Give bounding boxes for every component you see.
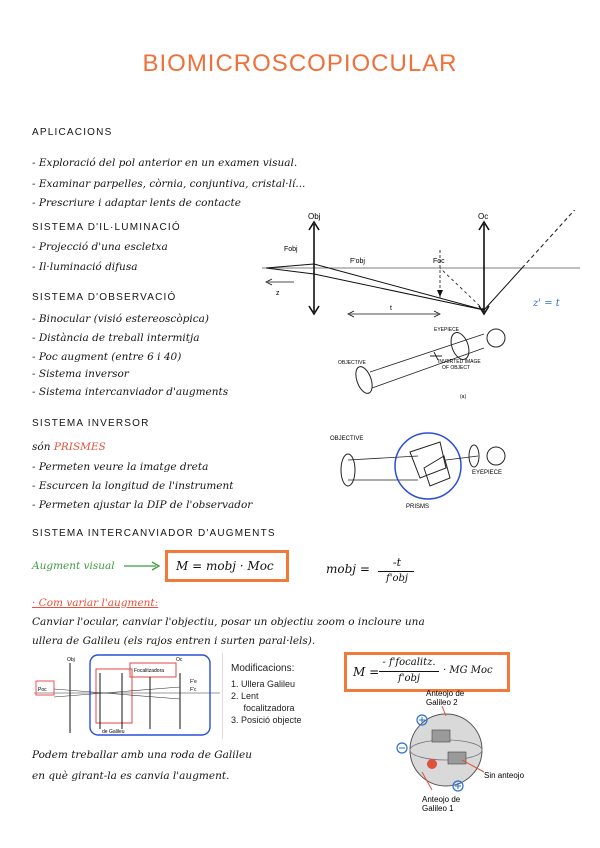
galileo-rhs: · MG Moc [443, 665, 493, 676]
eye-icon [487, 447, 505, 465]
ray [266, 264, 314, 268]
inversor-item: - Permeten ajustar la DIP de l'observador [32, 499, 253, 511]
page-title: BIOMICROSCOPIOCULAR [142, 50, 458, 77]
label-objective: OBJECTIVE [330, 436, 364, 442]
observacio-item: - Distància de treball intermitja [32, 332, 200, 344]
modif-item: 3. Posició objecte [231, 715, 302, 725]
inversor-item: - Permeten veure la imatge dreta [32, 461, 209, 473]
label-eyepiece: EYEPIECE [472, 470, 503, 476]
observacio-item: - Sistema inversor [32, 368, 129, 380]
prism-shape [410, 442, 446, 478]
eyepiece-diagram [334, 322, 520, 406]
label-inverted: INVERTED IMAGE [438, 359, 481, 365]
galileo-den: f'obj [398, 673, 420, 684]
modif-item: 1. Ullera Galileu [231, 679, 296, 689]
body-text-line: Canviar l'ocular, canviar l'objectiu, posar un objectiu zoom o incloure una [32, 616, 425, 628]
prisms-diagram [328, 420, 518, 512]
label-de-galileu: de Galileu [102, 729, 125, 735]
red-lens-marker [427, 759, 437, 769]
fraction-bar [378, 571, 414, 572]
eyepiece-shape [448, 330, 473, 362]
final-text-line: en què girant-la es canvia l'augment. [32, 770, 230, 782]
label-poc: Poc [38, 687, 47, 693]
label-oc: Oc [176, 657, 183, 663]
label-anteojo2-line2: Galileo 2 [426, 698, 458, 707]
label-anteojo1-line1: Anteojo de [422, 795, 461, 804]
il-luminacio-item: - Il·luminació difusa [32, 261, 138, 273]
observacio-item: - Poc augment (entre 6 i 40) [32, 351, 182, 363]
ray [484, 268, 522, 310]
label-eyepiece: EYEPIECE [434, 327, 460, 333]
objective-lens-shape [341, 454, 355, 486]
label-t: t [390, 305, 392, 312]
label-fpobj: F'obj [350, 258, 365, 265]
modifications-panel [222, 653, 319, 739]
label-sin-anteojo: Sin anteojo [484, 771, 525, 780]
augment-label: Augment visual [32, 560, 115, 572]
label-obj: Obj [67, 657, 75, 663]
intercanviador-heading: SISTEMA INTERCANVIADOR D'AUGMENTS [32, 528, 276, 539]
modif-title: Modificacions: [231, 663, 295, 674]
inversor-item: - Escurcen la longitud de l'instrument [32, 480, 234, 492]
formula-main: M = mobj · Moc [176, 559, 274, 573]
galileo-formula-box [344, 652, 510, 692]
arrow-icon [122, 561, 162, 571]
label-a: (a) [460, 394, 467, 400]
galileo-wheel-diagram [392, 690, 578, 824]
ray [314, 264, 484, 310]
label-foc: Foc [433, 258, 445, 265]
label-of-object: OF OBJECT [442, 365, 471, 371]
label-focalitzadora: Focalitzadora [134, 668, 165, 674]
ray [266, 268, 314, 274]
label-prisms: PRISMS [406, 504, 430, 510]
label-fpe: F'e [190, 679, 197, 685]
label-anteojo2-line1: Anteojo de [426, 690, 465, 698]
zt-annotation: z' = t [533, 298, 560, 309]
label-oc: Oc [478, 212, 489, 221]
galileo-num: - f'focalitz. [382, 657, 436, 668]
formula-box [165, 550, 289, 582]
inversor-heading: SISTEMA INVERSOR [32, 418, 150, 429]
label-z: z [276, 290, 280, 297]
aplicacions-heading: APLICACIONS [32, 127, 113, 138]
formula-mobj-den: f'obj [386, 573, 408, 584]
objective-shape [353, 364, 376, 395]
label-anteojo1-line2: Galileo 1 [422, 804, 454, 813]
observacio-item: - Binocular (visió estereoscòpica) [32, 313, 209, 325]
formula-mobj-lhs: mobj = [326, 562, 370, 576]
il-luminacio-item: - Projecció d'una escletxa [32, 241, 168, 253]
modif-item: focalitzadora [231, 703, 295, 713]
label-fobj: Fobj [284, 246, 298, 253]
il-luminacio-heading: SISTEMA D'IL·LUMINACIÓ [32, 222, 181, 233]
final-text-line: Podem treballar amb una roda de Galileu [32, 749, 252, 761]
label-obj: Obj [308, 212, 321, 221]
formula-mobj-num: -t [392, 556, 402, 569]
fraction-bar [379, 671, 439, 672]
com-variar-heading: · Com variar l'augment: [32, 597, 159, 609]
ray-dashed [522, 210, 580, 268]
galileo-red-box [96, 669, 132, 723]
galileo-setup-diagram [30, 653, 222, 739]
prismes-highlight: PRISMES [53, 441, 106, 453]
label-fpc: F'c [190, 687, 197, 693]
aplicacions-item: - Exploració del pol anterior en un examen visual. [32, 157, 298, 169]
aplicacions-item: - Prescriure i adaptar lents de contacte [32, 197, 241, 209]
modif-item: 2. Lent [231, 691, 259, 701]
ray [314, 274, 484, 310]
eye-icon [487, 329, 505, 347]
observacio-item: - Sistema intercanviador d'augments [32, 386, 229, 398]
body-text-line: ullera de Galileu (els rajos entren i surten paral·lels). [32, 635, 316, 647]
label-objective: OBJECTIVE [338, 360, 366, 366]
aplicacions-item: - Examinar parpelles, còrnia, conjuntiva, cristal·lí... [32, 178, 306, 190]
galileo-lhs: M = [353, 665, 380, 679]
observacio-heading: SISTEMA D'OBSERVACIÓ [32, 292, 177, 303]
inversor-intro-prefix: són [32, 441, 51, 453]
inversor-intro [32, 441, 106, 453]
